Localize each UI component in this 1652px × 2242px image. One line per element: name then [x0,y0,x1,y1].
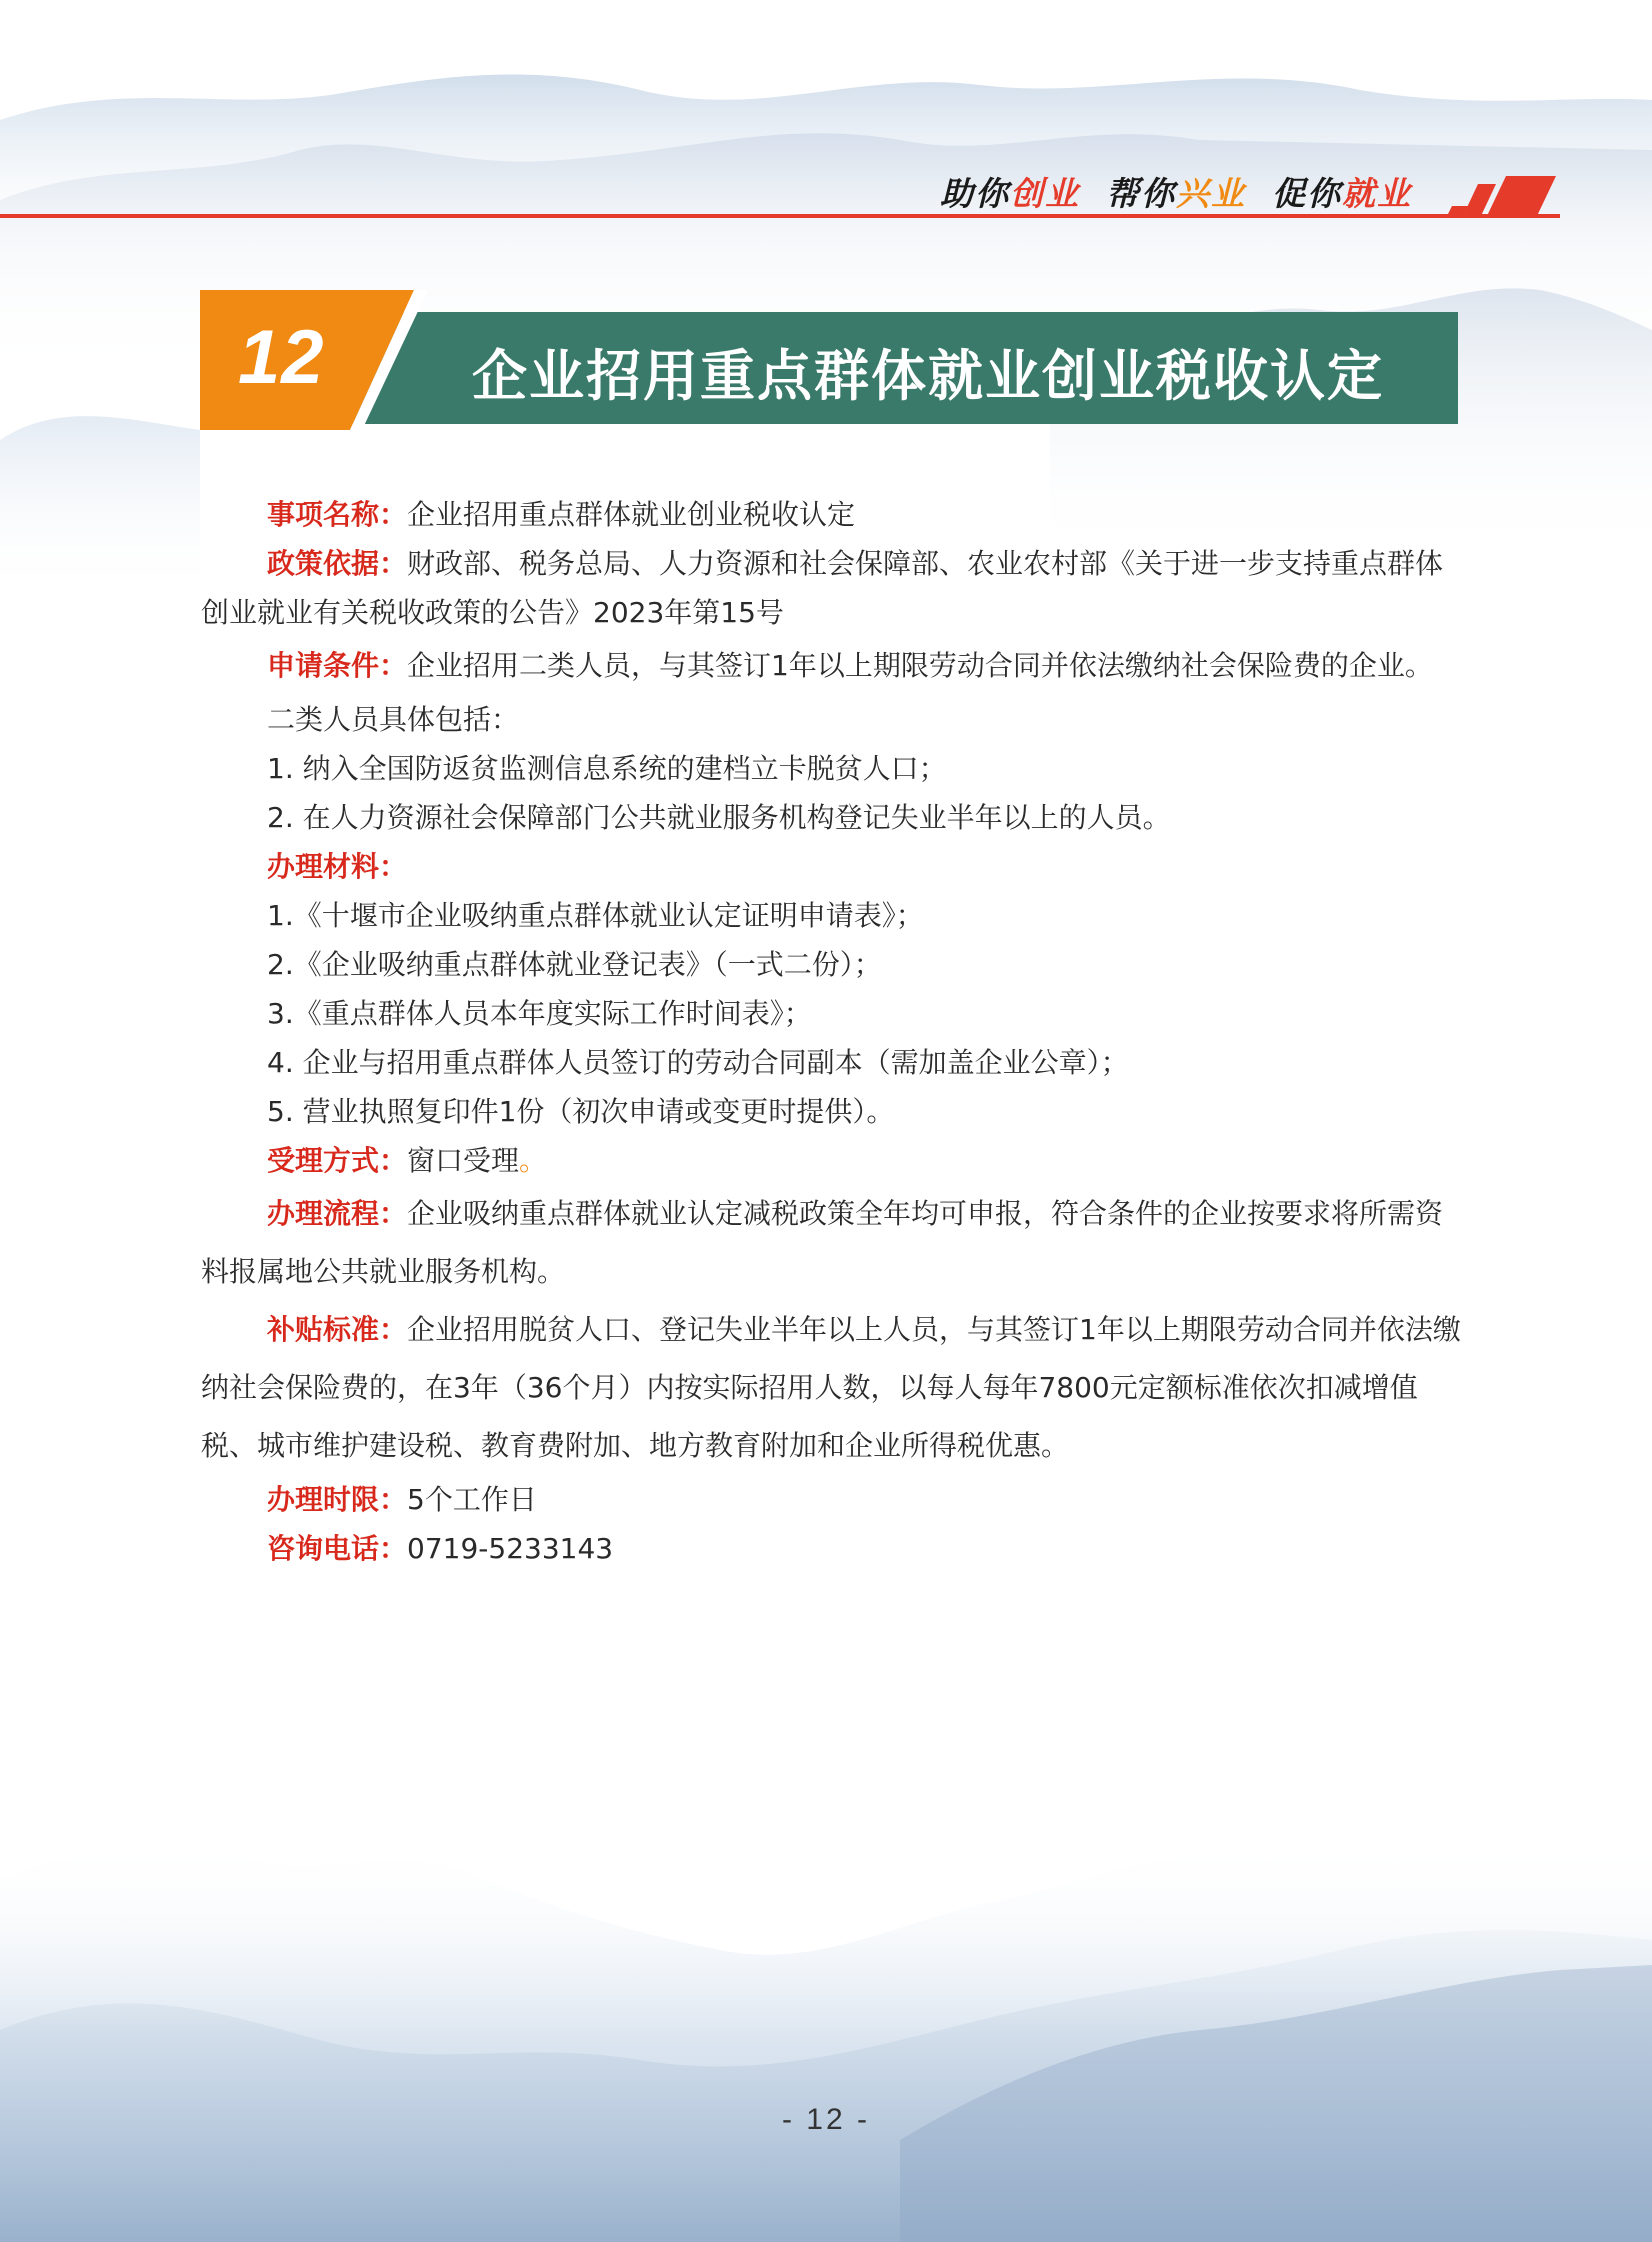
application-conditions-label: 申请条件： [267,649,408,682]
acceptance-method [201,1136,1461,1185]
acceptance-method-label: 受理方式： [267,1144,408,1177]
process-label: 办理流程： [267,1197,408,1230]
contact-phone-label: 咨询电话： [267,1532,408,1565]
mountain-backdrop-bottom [0,1780,1652,2242]
header-slogan: 助你创业 帮你兴业 促你就业 [940,174,1412,213]
acceptance-method-end: 。 [519,1144,548,1177]
list-item: 1.《十堰市企业吸纳重点群体就业认定证明申请表》； [267,899,924,932]
acceptance-method-value: 窗口受理 [407,1144,520,1177]
contact-phone [201,1524,1461,1573]
list-item: 3.《重点群体人员本年度实际工作时间表》； [267,997,812,1030]
item-name [201,490,1461,539]
process-value: 企业吸纳重点群体就业认定减税政策全年均可申报，符合条件的企业按要求将所需资料报属地公共就业服务机构。 [201,1197,1444,1288]
subsidy-standard-label: 补贴标准： [267,1313,408,1346]
section-title: 企业招用重点群体就业创业税收认定 [472,344,1385,408]
contact-phone-value: 0719-5233143 [407,1532,614,1565]
list-item: 5. 营业执照复印件1份（初次申请或变更时提供）。 [267,1095,895,1128]
materials-heading [201,842,1461,891]
subsidy-standard-value: 企业招用脱贫人口、登记失业半年以上人员，与其签订1年以上期限劳动合同并依法缴纳社会保险费的，在3年（36个月）内按实际招用人数，以每人每年7800元定额标准依次扣减增值税、城市维护建设税、教育费附加、地方教育附加和企业所得税优惠。 [201,1313,1461,1462]
application-conditions [201,637,1461,695]
list-item: 1. 纳入全国防返贫监测信息系统的建档立卡脱贫人口； [267,752,947,785]
list-item: 4. 企业与招用重点群体人员签订的劳动合同副本（需加盖企业公章）； [267,1046,1129,1079]
process [201,1185,1461,1301]
list-item: 2.《企业吸纳重点群体就业登记表》（一式二份）； [267,948,882,981]
conditions-subheading: 二类人员具体包括： [267,703,520,736]
item-name-value: 企业招用重点群体就业创业税收认定 [407,498,856,531]
materials-label: 办理材料： [267,850,408,883]
processing-time-label: 办理时限： [267,1483,408,1516]
processing-time [201,1475,1461,1524]
page-number: - 12 - [781,2103,871,2136]
content-body [201,490,1461,1573]
section-title-banner [200,288,1458,430]
header-rule [0,214,1560,218]
policy-basis-label: 政策依据： [267,547,408,580]
application-conditions-value: 企业招用二类人员，与其签订1年以上期限劳动合同并依法缴纳社会保险费的企业。 [407,649,1433,682]
policy-basis [201,539,1461,637]
flag-stripes-icon [1440,172,1560,222]
subsidy-standard [201,1301,1461,1475]
section-number: 12 [238,315,325,400]
item-name-label: 事项名称： [267,498,408,531]
processing-time-value: 5个工作日 [407,1483,537,1516]
list-item: 2. 在人力资源社会保障部门公共就业服务机构登记失业半年以上的人员。 [267,801,1171,834]
policy-basis-value: 财政部、税务总局、人力资源和社会保障部、农业农村部《关于进一步支持重点群体创业就业有关税收政策的公告》2023年第15号 [201,547,1444,629]
